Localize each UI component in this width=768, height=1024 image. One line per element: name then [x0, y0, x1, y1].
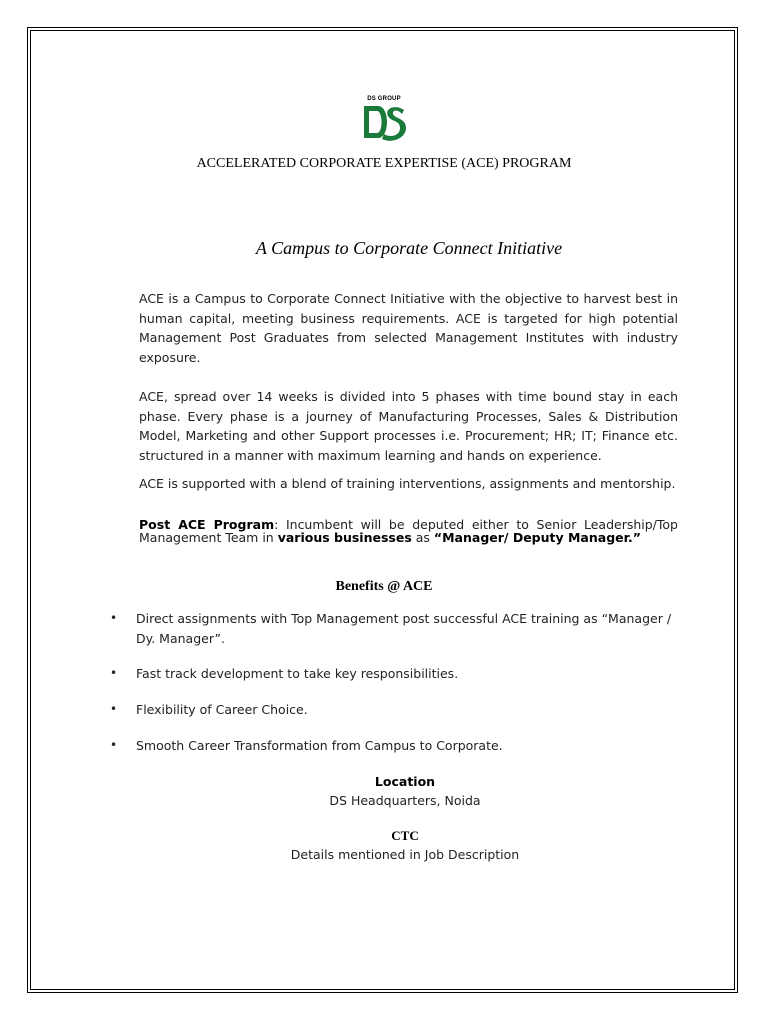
benefit-text: Fast track development to take key responsibilities.	[136, 666, 459, 681]
bullet-icon: •	[110, 702, 118, 716]
manager-role: “Manager/ Deputy Manager.”	[433, 530, 641, 545]
ctc-heading: CTC	[391, 828, 419, 843]
benefit-text: Smooth Career Transformation from Campus to Corporate.	[136, 738, 503, 753]
post-ace-text-1: : Incumbent will be deputed either to Senior Leadership/Top Management Team in	[139, 517, 678, 545]
benefit-text: Direct assignments with Top Management post successful ACE training as “Manager / Dy. Manager”.	[136, 611, 672, 646]
bullet-icon: •	[110, 611, 118, 625]
bullet-icon: •	[110, 666, 118, 680]
location-heading: Location	[374, 774, 436, 789]
benefit-text: Flexibility of Career Choice.	[136, 702, 308, 717]
ctc-value: Details mentioned in Job Description	[290, 847, 520, 862]
page-subtitle: A Campus to Corporate Connect Initiative	[255, 238, 563, 258]
logo-text: DS GROUP	[367, 96, 401, 102]
location-value: DS Headquarters, Noida	[329, 793, 481, 808]
page-title: ACCELERATED CORPORATE EXPERTISE (ACE) PROGRAM	[196, 156, 572, 171]
post-ace-text-2: as	[411, 530, 434, 545]
post-ace-label: Post ACE Program	[139, 517, 275, 532]
ds-logo-icon	[360, 102, 408, 142]
phases-paragraph: ACE, spread over 14 weeks is divided into 5 phases with time bound stay in each phase. Every phase is a journey of Manufacturing Processes, Sales & Distribution Model, Marketing and other Support processes i.e. Procurement; HR; IT; Finance etc. structured in a manner with maximum learning and hands on experience.	[139, 389, 678, 463]
benefits-heading: Benefits @ ACE	[335, 579, 433, 594]
various-businesses: various businesses	[277, 530, 412, 545]
intro-paragraph: ACE is a Campus to Corporate Connect Initiative with the objective to harvest best in human capital, meeting business requirements. ACE is targeted for high potential Management Post Graduates from selected Management Institutes with industry exposure.	[139, 291, 678, 365]
post-ace-paragraph	[139, 518, 678, 544]
bullet-icon: •	[110, 738, 118, 752]
support-paragraph: ACE is supported with a blend of training interventions, assignments and mentorship.	[139, 476, 676, 491]
page-border	[30, 30, 735, 990]
